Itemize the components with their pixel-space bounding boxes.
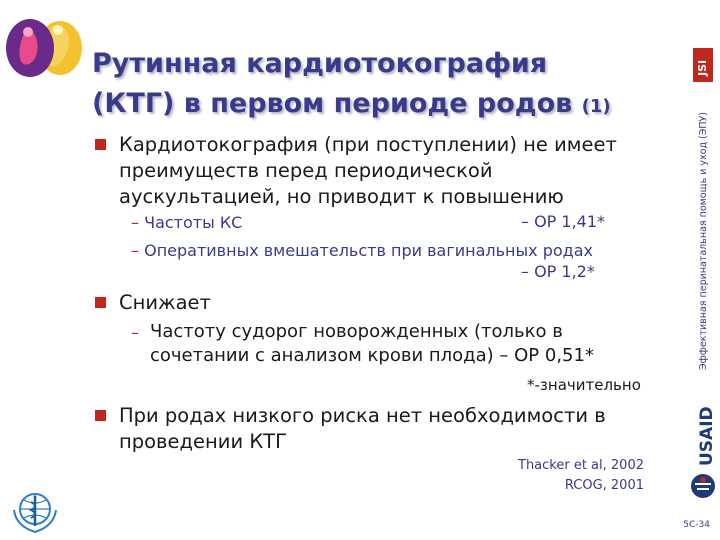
reference: RCOG, 2001	[564, 478, 644, 493]
bullet-marker	[95, 139, 106, 150]
bullet-text: аускультацией, но приводит к повышению	[119, 185, 564, 208]
sub-bullet	[131, 212, 242, 234]
title-line-1: Рутинная кардиотокография	[92, 48, 548, 79]
bullet-text: Снижает	[119, 291, 211, 314]
sub-text: Оперативных вмешательств при вагинальных родах	[144, 241, 593, 260]
title-suffix: (1)	[581, 96, 611, 117]
bullet-text: Кардиотокография (при поступлении) не имеет	[119, 133, 617, 156]
footnote: *-значительно	[527, 376, 641, 394]
pregnancy-logo-icon	[2, 8, 86, 78]
page-title	[92, 44, 652, 127]
sub-text: Частоту судорог новорожденных (только в	[150, 321, 563, 342]
sub-text: Частоты КС	[144, 213, 243, 232]
jsi-label: JSI	[696, 59, 709, 76]
sub-dash: –	[131, 241, 139, 260]
sub-bullet	[131, 240, 593, 262]
sub-result: – ОР 1,41*	[521, 212, 606, 231]
bullet-marker	[95, 410, 106, 421]
usaid-logo-icon	[688, 404, 718, 504]
sub-bullet	[131, 322, 139, 344]
bullet-text: преимуществ перед периодической	[119, 159, 493, 182]
sub-dash: –	[131, 213, 139, 232]
usaid-label: USAID	[697, 406, 717, 466]
sub-text: сочетании с анализом крови плода) – ОР 0,51*	[150, 345, 594, 366]
jsi-logo-icon	[693, 48, 713, 82]
sub-dash: –	[131, 323, 139, 342]
bullet-text: При родах низкого риска нет необходимости в	[119, 404, 606, 427]
title-line-2: (КТГ) в первом периоде родов	[92, 88, 573, 119]
sub-result: – ОР 1,2*	[521, 262, 595, 281]
bullet-text: проведении КТГ	[119, 430, 287, 453]
who-emblem-icon	[10, 488, 60, 534]
bullet-marker	[95, 297, 106, 308]
slide-number: 5C-34	[683, 520, 710, 530]
sidebar-vertical-text: Эффективная перинатальная помощь и уход (ЭПУ)	[698, 111, 709, 370]
reference: Thacker et al, 2002	[518, 458, 644, 473]
